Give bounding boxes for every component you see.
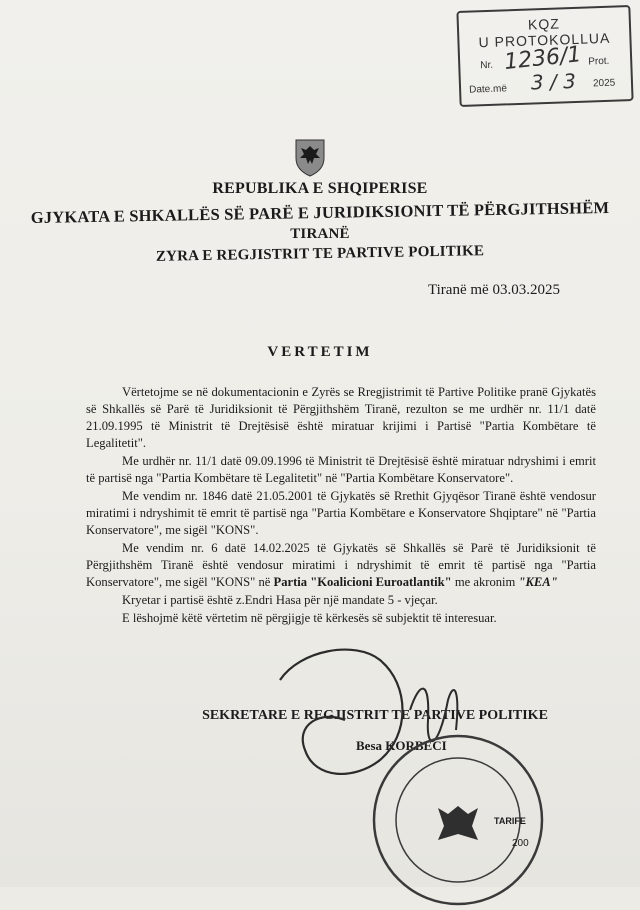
party-acronym: "KEA": [518, 575, 558, 589]
registration-stamp: [456, 5, 633, 107]
stamp-nr-label: Nr.: [480, 59, 494, 72]
document-body: [86, 384, 596, 627]
document-date: Tiranë më 03.03.2025: [428, 282, 560, 298]
signatory-name: Besa KORBECI: [356, 738, 447, 753]
body-paragraph: [86, 540, 596, 591]
party-name: Partia "Koalicioni Euroatlantik": [273, 575, 452, 589]
signatory-title: SEKRETARE E REGJISTRIT TE PARTIVE POLITIKE: [202, 708, 548, 723]
body-text-span: me akronim: [451, 575, 519, 589]
stamp-title: KQZ: [527, 15, 561, 33]
header-city: TIRANË: [290, 226, 350, 242]
stamp-subtitle: U PROTOKOLLUA: [478, 29, 611, 51]
header-country: REPUBLIKA E SHQIPERISE: [212, 180, 428, 197]
body-paragraph: Vërtetojme se në dokumentacionin e Zyrës se Rregjistrimit të Partive Politike pranë Gjykatës së Shkallës së Parë të Juridiksionit të Përgjithshëm Tiranë, rezulton se me urdhër nr. 11/1 datë 21.09.1995 të Ministrit të Drejtësisë është miratuar krijimi i Partisë "Partia Kombëtare të Legalitetit".: [86, 385, 596, 450]
document-title: VERTETIM: [267, 344, 373, 360]
seal-tarife-label: TARIFE: [494, 816, 526, 826]
body-paragraph: Kryetar i partisë është z.Endri Hasa për një mandate 5 - vjeçar.: [122, 593, 438, 607]
stamp-nr-value: 1236/1: [502, 42, 583, 76]
header-office: ZYRA E REGJISTRIT TE PARTIVE POLITIKE: [155, 243, 485, 265]
stamp-date-label: Date.më: [468, 83, 508, 96]
body-paragraph: Me urdhër nr. 11/1 datë 09.09.1996 të Ministrit të Drejtësisë është miratuar ndryshimi i emrit të partisë nga "Partia Kombëtare të Legalitetit" në "Partia Kombëtare Konservatore".: [86, 454, 596, 485]
body-paragraph: E lëshojmë këtë vërtetim në përgjigje të kërkesës së subjektit të interesuar.: [122, 611, 497, 625]
header-court: GJYKATA E SHKALLËS SË PARË E JURIDIKSIONIT TË PËRGJITHSHËM: [30, 197, 610, 228]
body-paragraph: Me vendim nr. 1846 datë 21.05.2001 të Gjykatës së Rrethit Gjyqësor Tiranë është vendosur miratimi i ndryshimit të emrit të partisë nga "Partia Kombëtare e Konservatore Shqiptare" në "Partia Konservatore", me sigël "KONS".: [86, 489, 596, 537]
stamp-prot-label: Prot.: [588, 55, 610, 68]
coat-of-arms-icon: [293, 138, 327, 178]
seal-tarife-value: 200: [512, 838, 529, 849]
stamp-date-value: 3 / 3: [530, 68, 577, 95]
stamp-year: 2025: [592, 77, 616, 90]
body-text-span: Me vendim nr. 6 datë 14.02.2025 të Gjykatës së Shkallës së Parë të Juridiksionit të Përgjithshëm Tiranë është vendosur miratimi i ndryshimit të emrit të partisë nga "Partia Konservatore", me sigël "KONS" në: [86, 541, 596, 589]
